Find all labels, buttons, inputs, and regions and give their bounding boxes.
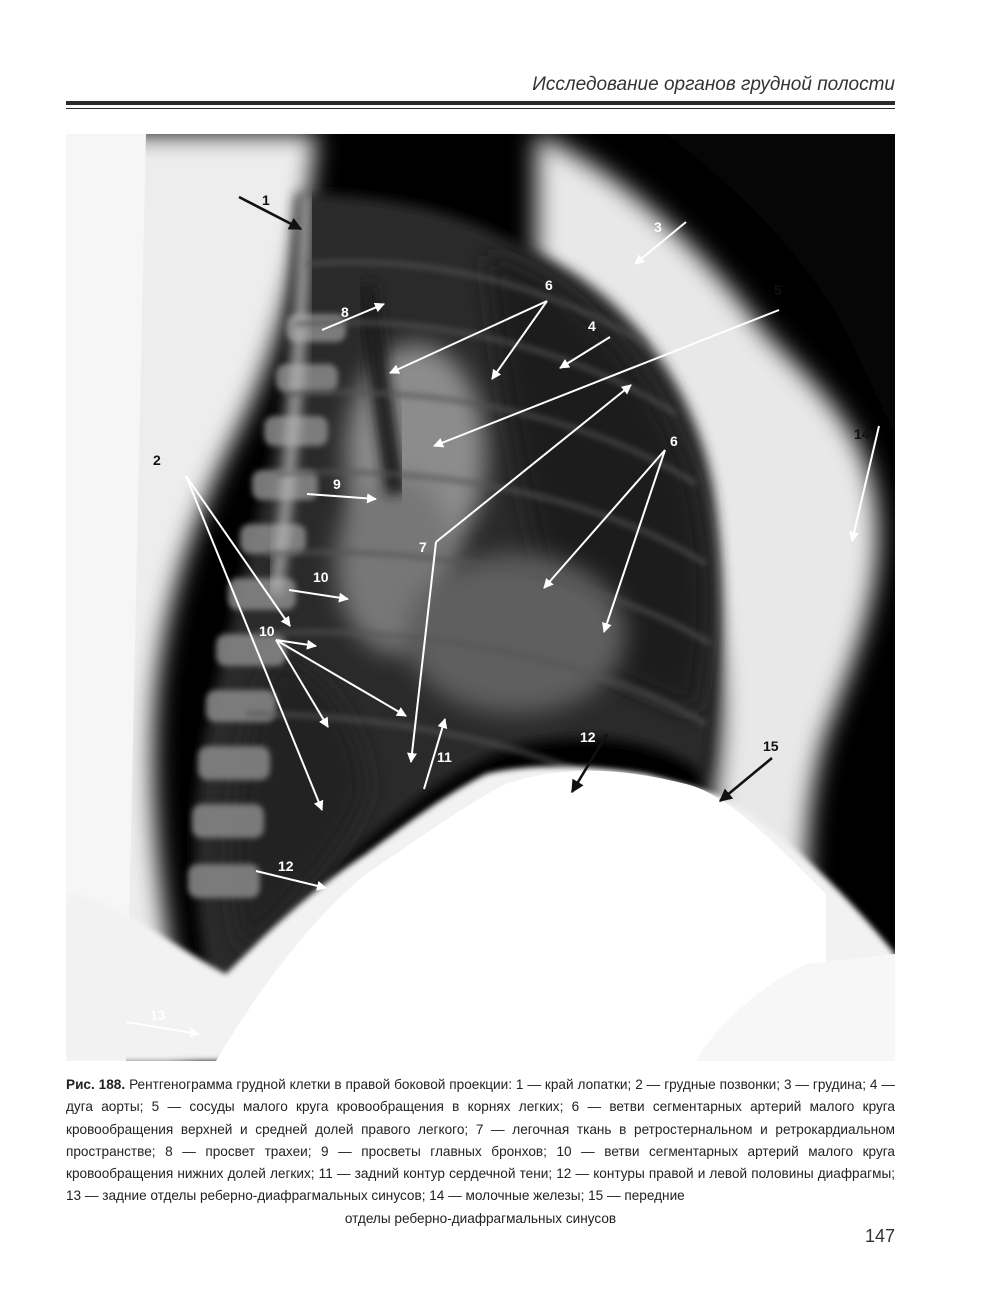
label-11: 11 <box>437 749 452 765</box>
label-5: 5 <box>774 282 782 298</box>
label-7: 7 <box>419 539 427 555</box>
xray-figure <box>66 134 895 1061</box>
label-10a: 10 <box>313 569 329 585</box>
label-6b: 6 <box>670 433 678 449</box>
header-rule-thin <box>66 108 895 109</box>
xray-image <box>66 134 895 1061</box>
label-12a: 12 <box>278 858 294 874</box>
label-9: 9 <box>333 476 341 492</box>
label-10b: 10 <box>259 623 275 639</box>
header-rule-thick <box>66 101 895 105</box>
label-3: 3 <box>654 219 662 235</box>
label-6a: 6 <box>545 277 553 293</box>
label-1: 1 <box>262 192 270 208</box>
caption-last-line: отделы реберно-диафрагмальных синусов <box>344 1210 617 1226</box>
caption-label: Рис. 188. <box>66 1077 126 1092</box>
label-12b: 12 <box>580 729 596 745</box>
running-title: Исследование органов грудной полости <box>532 74 895 95</box>
label-2: 2 <box>153 452 161 468</box>
label-8: 8 <box>341 304 349 320</box>
label-4: 4 <box>588 318 596 334</box>
label-14: 14 <box>854 426 870 442</box>
figure-caption <box>66 1074 895 1230</box>
label-13: 13 <box>150 1007 166 1023</box>
page-number: 147 <box>864 1226 895 1246</box>
caption-body: Рентгенограмма грудной клетки в правой боковой проекции: 1 — край лопатки; 2 — грудные позвонки; 3 — грудина; 4 — дуга аорты; 5 — сосуды малого круга кровообращения в корнях легких; 6 — ветви сегментарных артерий малого круга кровообращения верхней и средней долей правого легкого; 7 — легочная ткань в ретростернальном и ретрокардиальном пространстве; 8 — просвет трахеи; 9 — просветы главных бронхов; 10 — ветви сегментарных артерий малого круга кровообращения нижних долей легких; 11 — задний контур сердечной тени; 12 — контуры правой и левой половины диафрагмы; 13 — задние отделы реберно-диафрагмальных синусов; 14 — молочные железы; 15 — передние <box>66 1077 895 1204</box>
label-15: 15 <box>763 738 779 754</box>
